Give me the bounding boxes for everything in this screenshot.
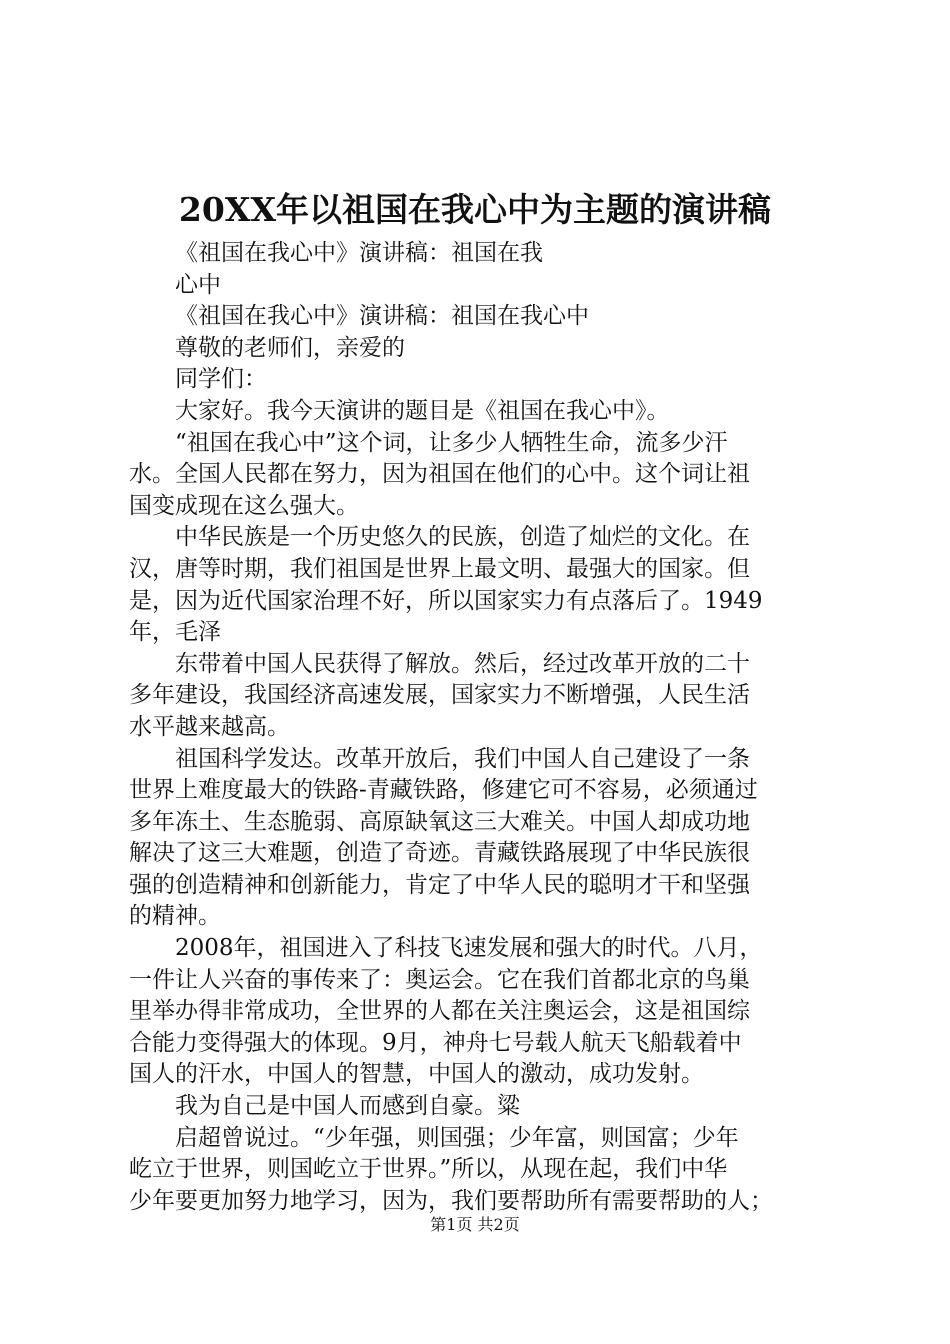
- body-text-line: “祖国在我心中”这个词，让多少人牺牲生命，流多少汗: [175, 429, 728, 456]
- body-text-line: 大家好。我今天演讲的题目是《祖国在我心中》。: [175, 397, 670, 424]
- body-text-line: 启超曾说过。“少年强，则国强；少年富，则国富；少年: [175, 1124, 739, 1151]
- body-text-line: 是，因为近代国家治理不好，所以国家实力有点落后了。1949: [129, 587, 763, 614]
- body-text-line: 国人的汗水，中国人的智慧，中国人的激动，成功发射。: [129, 1061, 704, 1088]
- body-text-line: 汉，唐等时期，我们祖国是世界上最文明、最强大的国家。但: [129, 555, 750, 582]
- body-text-line: 多年建设，我国经济高速发展，国家实力不断增强，人民生活: [129, 682, 750, 709]
- body-text-line: 祖国科学发达。改革开放后，我们中国人自己建设了一条: [175, 745, 750, 772]
- body-text-line: 同学们：: [175, 366, 267, 393]
- body-text-line: 合能力变得强大的体现。9月，神舟七号载人航天飞船载着中: [129, 1029, 742, 1056]
- body-text-line: 尊敬的老师们，亲爱的: [175, 334, 405, 361]
- body-text-line: 强的创造精神和创新能力，肯定了中华人民的聪明才干和坚强: [129, 871, 750, 898]
- document-body: [129, 238, 829, 1217]
- body-text-line: 屹立于世界，则国屹立于世界。”所以，从现在起，我们中华: [129, 1156, 728, 1183]
- body-text-line: 年，毛泽: [129, 619, 221, 646]
- body-text-line: 少年要更加努力地学习，因为，我们要帮助所有需要帮助的人；: [129, 1187, 773, 1214]
- body-text-line: 一件让人兴奋的事传来了：奥运会。它在我们首都北京的鸟巢: [129, 966, 750, 993]
- body-text-line: 2008年，祖国进入了科技飞速发展和强大的时代。八月，: [175, 935, 763, 962]
- body-text-line: 我为自己是中国人而感到自豪。粱: [175, 1093, 520, 1120]
- body-text-line: 世界上难度最大的铁路-青藏铁路，修建它可不容易，必须通过: [129, 777, 758, 804]
- body-text-line: 的精神。: [129, 903, 221, 930]
- body-text-line: 里举办得非常成功，全世界的人都在关注奥运会，这是祖国综: [129, 998, 750, 1025]
- body-text-line: 东带着中国人民获得了解放。然后，经过改革开放的二十: [175, 650, 750, 677]
- body-text-line: 解决了这三大难题，创造了奇迹。青藏铁路展现了中华民族很: [129, 840, 750, 867]
- body-text-line: 国变成现在这么强大。: [129, 492, 359, 519]
- body-text-line: 多年冻土、生态脆弱、高原缺氧这三大难关。中国人却成功地: [129, 808, 750, 835]
- body-text-line: 水。全国人民都在努力，因为祖国在他们的心中。这个词让祖: [129, 461, 750, 488]
- page-footer: 第1页 共2页: [430, 1215, 520, 1234]
- body-text-line: 水平越来越高。: [129, 713, 290, 740]
- body-text-line: 心中: [175, 271, 221, 298]
- document-title: 20XX年以祖国在我心中为主题的演讲稿: [178, 190, 772, 229]
- body-text-line: 中华民族是一个历史悠久的民族，创造了灿烂的文化。在: [175, 524, 750, 551]
- body-text-line: 《祖国在我心中》演讲稿：祖国在我心中: [175, 303, 589, 330]
- body-text-line: 《祖国在我心中》演讲稿：祖国在我: [175, 240, 543, 266]
